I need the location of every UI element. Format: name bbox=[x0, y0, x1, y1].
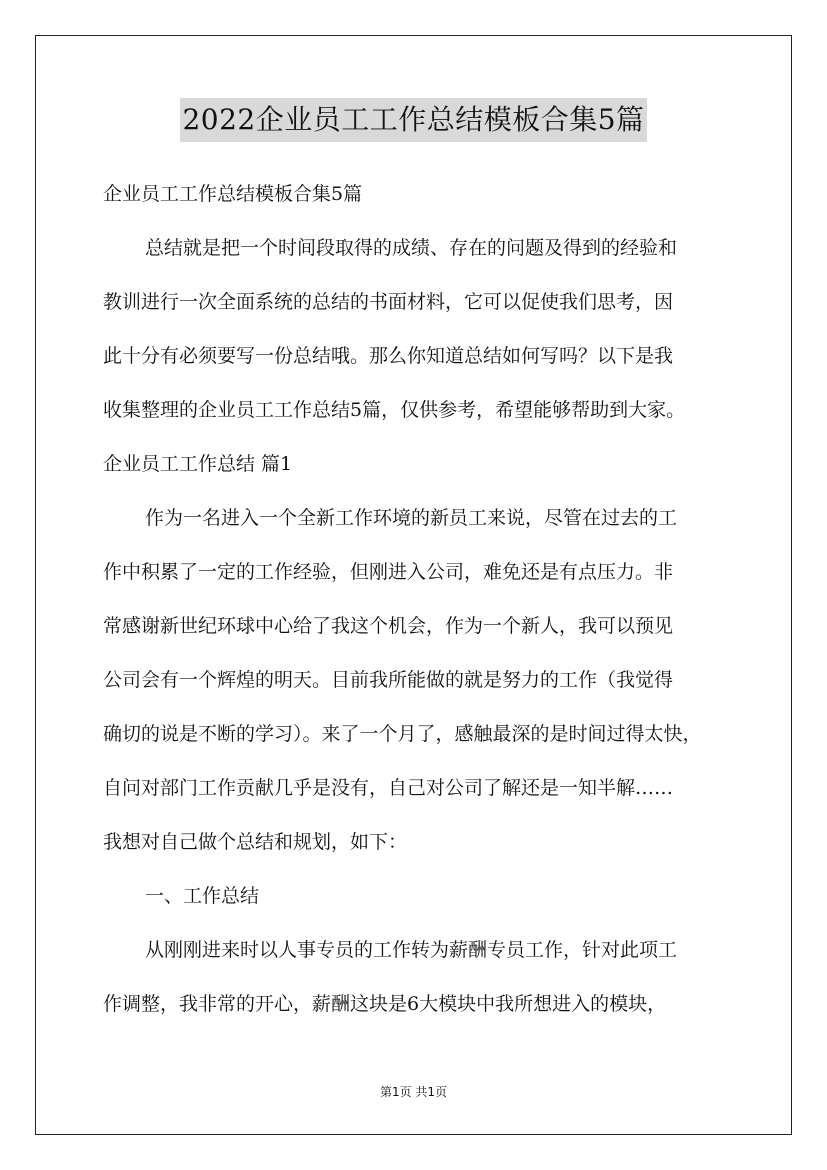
document-title bbox=[0, 98, 827, 142]
document-subtitle: 企业员工工作总结模板合集5篇 bbox=[103, 183, 363, 205]
document-title-text: 2022企业员工工作总结模板合集5篇 bbox=[180, 98, 646, 142]
paragraph-line: 公司会有一个辉煌的明天。目前我所能做的就是努力的工作（我觉得 bbox=[103, 669, 674, 691]
paragraph-line: 常感谢新世纪环球中心给了我这个机会，作为一个新人，我可以预见 bbox=[103, 615, 674, 637]
paragraph-line: 作调整，我非常的开心，薪酬这块是6大模块中我所想进入的模块， bbox=[103, 993, 667, 1015]
page-footer: 第1页 共1页 bbox=[379, 1085, 448, 1099]
paragraph-line: 此十分有必须要写一份总结哦。那么你知道总结如何写吗？以下是我 bbox=[103, 345, 674, 367]
paragraph-line: 我想对自己做个总结和规划，如下： bbox=[103, 831, 408, 853]
paragraph-line: 确切的说是不断的学习）。来了一个月了，感触最深的是时间过得太快， bbox=[103, 723, 702, 745]
paragraph-line: 作为一名进入一个全新工作环境的新员工来说，尽管在过去的工 bbox=[145, 507, 678, 529]
paragraph-line: 收集整理的企业员工工作总结5篇，仅供参考，希望能够帮助到大家。 bbox=[103, 399, 686, 421]
paragraph-line: 总结就是把一个时间段取得的成绩、存在的问题及得到的经验和 bbox=[145, 237, 678, 259]
paragraph-line: 从刚刚进来时以人事专员的工作转为薪酬专员工作，针对此项工 bbox=[145, 939, 678, 961]
paragraph-line: 教训进行一次全面系统的总结的书面材料，它可以促使我们思考，因 bbox=[103, 291, 674, 313]
paragraph-line: 自问对部门工作贡献几乎是没有，自己对公司了解还是一知半解…… bbox=[103, 777, 674, 799]
paragraph-line: 作中积累了一定的工作经验，但刚进入公司，难免还是有点压力。非 bbox=[103, 561, 674, 583]
section-heading: 企业员工工作总结 篇1 bbox=[103, 453, 293, 475]
subsection-heading: 一、工作总结 bbox=[145, 885, 260, 907]
